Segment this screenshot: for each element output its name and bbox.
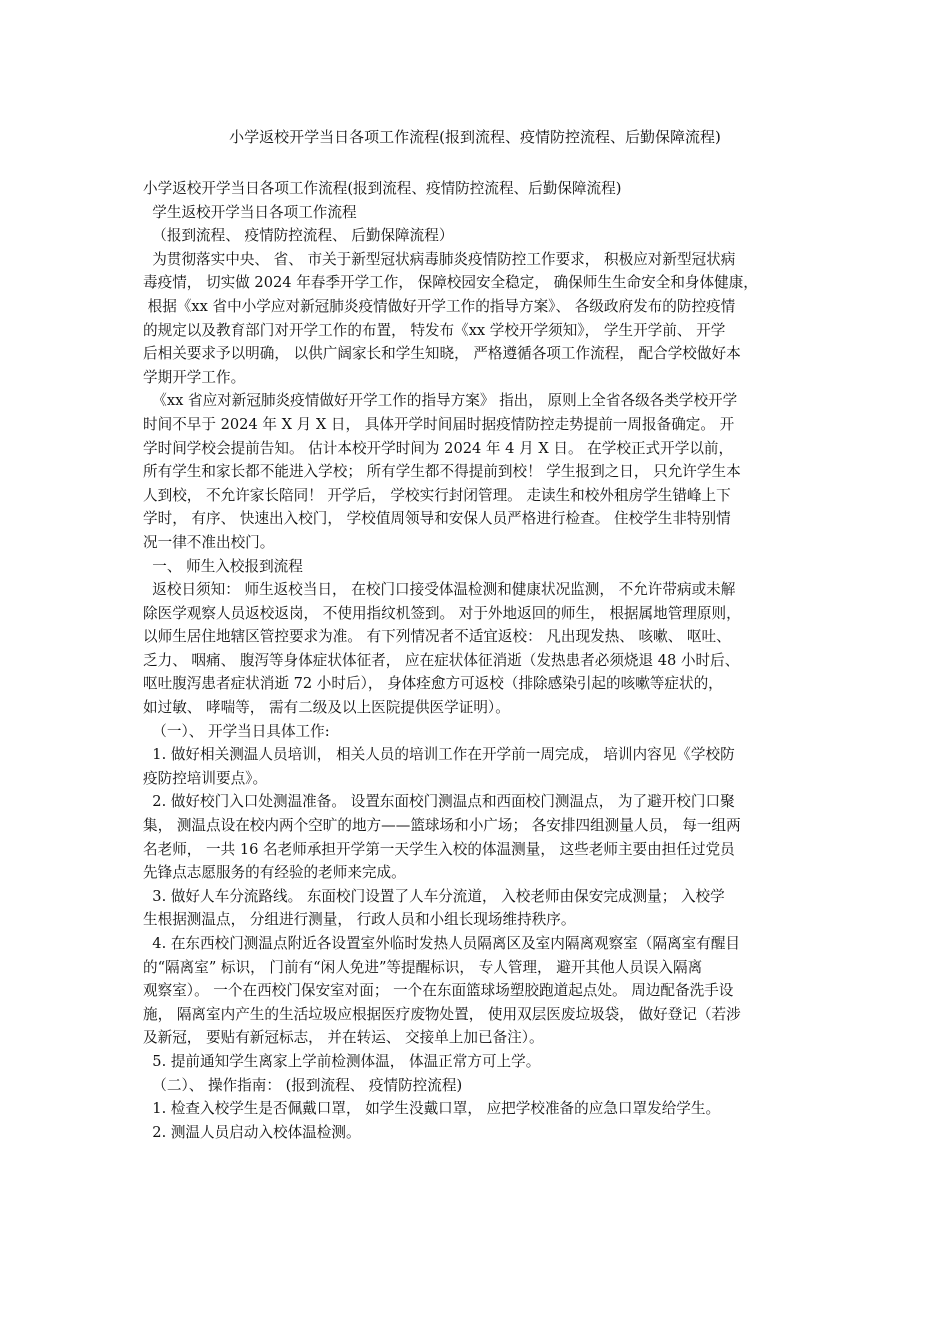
text-line: 返校日须知： 师生返校当日， 在校门口接受体温检测和健康状况监测， 不允许带病或未解	[143, 581, 736, 599]
text-line: 《xx 省应对新冠肺炎疫情做好开学工作的指导方案》 指出， 原则上全省各级各类学校开学	[143, 392, 738, 410]
text-line: 以师生居住地辖区管控要求为准。 有下列情况者不适宜返校： 凡出现发热、 咳嗽、 呕吐、	[143, 628, 731, 646]
text-line: 2. 测温人员启动入校体温检测。	[143, 1123, 361, 1141]
text-line: 4. 在东西校门测温点附近各设置室外临时发热人员隔离区及室内隔离观察室（隔离室有醒目	[143, 935, 741, 952]
text-line: 为贯彻落实中央、 省、 市关于新型冠状病毒肺炎疫情防控工作要求， 积极应对新型冠状病	[143, 250, 736, 268]
text-line: 观察室）。 一个在西校门保安室对面； 一个在东面篮球场塑胶跑道起点处。 周边配备洗手设	[143, 982, 734, 1000]
text-line: 1. 检查入校学生是否佩戴口罩， 如学生没戴口罩， 应把学校准备的应急口罩发给学生。	[143, 1100, 721, 1118]
text-line: 根据《xx 省中小学应对新冠肺炎疫情做好开学工作的指导方案》、 各级政府发布的防控疫情	[143, 297, 736, 315]
text-line: 3. 做好人车分流路线。 东面校门设置了人车分流道， 入校老师由保安完成测量； 入校学	[143, 887, 725, 905]
text-line: 的规定以及教育部门对开学工作的布置， 特发布《xx 学校开学须知》， 学生开学前、 开学	[143, 321, 726, 339]
text-line: 所有学生和家长都不能进入学校； 所有学生都不得提前到校！ 学生报到之日， 只允许学生本	[143, 463, 741, 481]
text-line: （报到流程、 疫情防控流程、 后勤保障流程）	[143, 227, 454, 245]
text-line: 学时间学校会提前告知。 估计本校开学时间为 2024 年 4 月 X 日。 在学校正式开学以前，	[143, 439, 734, 457]
text-line: 先锋点志愿服务的有经验的老师来完成。	[143, 864, 406, 882]
text-line: 况一律不准出校门。	[143, 533, 275, 551]
text-line: 时间不早于 2024 年 X 月 X 日， 具体开学时间届时据疫情防控走势提前一周报备确定。 开	[143, 415, 735, 433]
text-line: 小学返校开学当日各项工作流程(报到流程、疫情防控流程、后勤保障流程)	[143, 180, 622, 197]
text-line: 集， 测温点设在校内两个空旷的地方——篮球场和小广场； 各安排四组测量人员， 每一组两	[143, 817, 741, 835]
text-line: 后相关要求予以明确， 以供广阔家长和学生知晓， 严格遵循各项工作流程， 配合学校做好本	[143, 345, 741, 363]
text-line: 的“隔离室” 标识， 门前有“闲人免进”等提醒标识， 专人管理， 避开其他人员误入隔离	[143, 958, 703, 976]
text-line: 一、 师生入校报到流程	[143, 557, 303, 575]
text-line: （二）、 操作指南： (报到流程、 疫情防控流程)	[143, 1076, 463, 1094]
text-line: 毒疫情， 切实做 2024 年春季开学工作， 保障校园安全稳定， 确保师生生命安全和身体健康，	[143, 274, 758, 292]
text-line: 生根据测温点， 分组进行测量， 行政人员和小组长现场维持秩序。	[143, 911, 576, 929]
text-line: 及新冠， 要贴有新冠标志， 并在转运、 交接单上加已备注）。	[143, 1029, 544, 1047]
document-body	[143, 177, 813, 1144]
text-line: 1. 做好相关测温人员培训， 相关人员的培训工作在开学前一周完成， 培训内容见《学校防	[143, 746, 735, 764]
text-line: 5. 提前通知学生离家上学前检测体温， 体温正常方可上学。	[143, 1052, 541, 1070]
document-title: 小学返校开学当日各项工作流程(报到流程、疫情防控流程、后勤保障流程)	[229, 128, 721, 146]
text-line: 学期开学工作。	[143, 368, 246, 386]
text-line: 除医学观察人员返校返岗， 不使用指纹机签到。 对于外地返回的师生， 根据属地管理原则，	[143, 604, 741, 622]
text-line: 呕吐腹泻患者症状消逝 72 小时后）， 身体痊愈方可返校（排除感染引起的咳嗽等症状的，	[143, 675, 723, 693]
text-line: 人到校， 不允许家长陪同！ 开学后， 学校实行封闭管理。 走读生和校外租房学生错峰上下	[143, 486, 731, 504]
text-line: 乏力、 咽痛、 腹泻等身体症状体征者， 应在症状体征消逝（发热患者必须烧退 48 小时后、	[143, 651, 740, 669]
text-line: 施， 隔离室内产生的生活垃圾应根据医疗废物处置， 使用双层医废垃圾袋， 做好登记（若涉	[143, 1005, 741, 1023]
text-line: 如过敏、 哮喘等， 需有二级及以上医院提供医学证明）。	[143, 699, 510, 717]
text-line: 名老师， 一共 16 名老师承担开学第一天学生入校的体温测量， 这些老师主要由担任过党员	[143, 840, 735, 858]
text-line: 学生返校开学当日各项工作流程	[143, 203, 357, 221]
text-line: 2. 做好校门入口处测温准备。 设置东面校门测温点和西面校门测温点， 为了避开校门口聚	[143, 793, 735, 811]
text-line: （一）、 开学当日具体工作:	[143, 722, 330, 740]
text-line: 学时， 有序、 快速出入校门， 学校值周领导和安保人员严格进行检查。 住校学生非特别情	[143, 510, 731, 528]
text-line: 疫防控培训要点》。	[143, 769, 268, 787]
